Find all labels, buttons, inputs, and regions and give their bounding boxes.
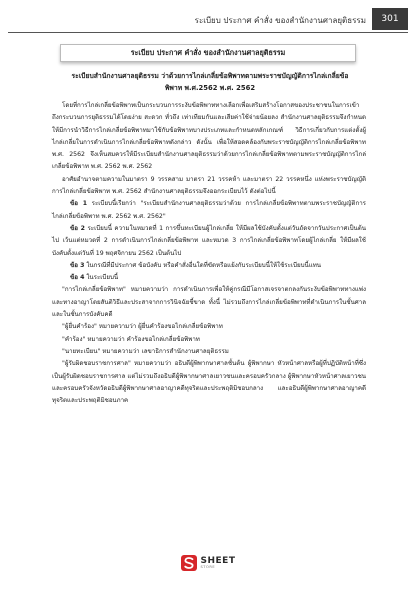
sheet-store-s-icon xyxy=(181,555,197,571)
sheet-store-logo xyxy=(181,555,236,571)
definition-paragraph: "ผู้รับผิดชอบราชการศาล" หมายความว่า อธิบดีผู้พิพากษาศาลชั้นต้น ผู้พิพากษา หัวหน้าศาลหรือผู้ที่ปฏิบัติหน้าที่ซึ่งเป็นผู้รับผิดชอบราชการศาล แต่ไม่รวมถึงอธิบดีผู้พิพากษาศาลเยาวชนและครอบครัวกลาง ผู้พิพากษาหัวหน้าศาลเยาวชนและครอบครัวจังหวัดอธิบดีผู้พิพากษาศาลอาญาคดีทุจริตและประพฤติมิชอบกลาง และอธิบดีผู้พิพากษาศาลอาญาคดีทุจริตและประพฤติมิชอบภาค xyxy=(52,360,366,405)
document-body xyxy=(52,100,366,407)
section-title-box: ระเบียบ ประกาศ คำสั่ง ของสำนักงานศาลยุติธรรม xyxy=(60,44,356,62)
clause-paragraph: ข้อ 2 ระเบียบนี้ ความในหมวดที่ 1 การขึ้นทะเบียนผู้ไกล่เกลี่ย ให้มีผลใช้บังคับตั้งแต่วันถัดจากวันประกาศเป็นต้นไป เว้นแต่หมวดที่ 2 การดำเนินการไกล่เกลี่ยข้อพิพาท และหมวด 3 การไกล่เกลี่ยข้อพิพาทโดยผู้ไกล่เกลี่ย ให้มีผลใช้บังคับตั้งแต่วันที่ 19 พฤศจิกายน 2562 เป็นต้นไป xyxy=(52,224,367,257)
brand-name: SHEET xyxy=(200,555,236,566)
document-title xyxy=(52,70,368,94)
definition-paragraph: "คำร้อง" หมายความว่า คำร้องขอไกล่เกลี่ยข้อพิพาท xyxy=(62,335,200,343)
definition-paragraph: "การไกล่เกลี่ยข้อพิพาท" หมายความว่า การดำเนินการเพื่อให้คู่กรณีมีโอกาสเจรจาตกลงกันระงับข้อพิพาททางแพ่งและทางอาญาโดยสันติวิธีและประสาจากการวินิจฉัยชี้ขาด ทั้งนี้ ไม่รวมถึงการไกล่เกลี่ยข้อพิพาทที่ดำเนินการในชั้นศาลและในชั้นการบังคับคดี xyxy=(52,286,366,319)
clause-number: ข้อ 4 xyxy=(70,274,85,282)
clause-paragraph: ข้อ 4 ในระเบียบนี้ xyxy=(70,274,119,282)
brand-sub: STORE xyxy=(200,564,216,569)
page-number-badge: 301 xyxy=(372,8,408,30)
clause-number: ข้อ 1 xyxy=(70,200,88,208)
definition-paragraph: "ผู้ยื่นคำร้อง" หมายความว่า ผู้ยื่นคำร้องขอไกล่เกลี่ยข้อพิพาท xyxy=(62,323,223,331)
clause-number: ข้อ 2 xyxy=(70,224,85,232)
definition-paragraph: "นายทะเบียน" หมายความว่า เลขาธิการสำนักงานศาลยุติธรรม xyxy=(62,347,229,355)
clause-paragraph: ข้อ 3 ในกรณีที่มีประกาศ ข้อบังคับ หรือคำสั่งอื่นใดที่ขัดหรือแย้งกับระเบียบนี้ให้ใช้ระเบียบนี้แทน xyxy=(70,261,322,269)
paragraph: โดยที่การไกล่เกลี่ยข้อพิพาทเป็นกระบวนการระงับข้อพิพาททางเลือกเพื่อเสริมสร้างโอกาสของประชาชนในการเข้าถึงกระบวนการยุติธรรมได้โดยง่าย สะดวก ทั่วถึง เท่าเทียมกันและเสียค่าใช้จ่ายน้อยลง สำนักงานศาลยุติธรรมจึงกำหนดให้มีการนำวิธีการไกล่เกลี่ยข้อพิพาทมาใช้กับข้อพิพาทบางประเภทและกำหนดหลักเกณฑ์ วิธีการเกี่ยวกับการแต่งตั้งผู้ไกล่เกลี่ยในการดำเนินการไกล่เกลี่ยข้อพิพาทดังกล่าว ดังนั้น เพื่อให้สอดคล้องกับพระราชบัญญัติการไกล่เกลี่ยข้อพิพาท พ.ศ. 2562 จึงเห็นสมควรให้มีระเบียบสำนักงานศาลยุติธรรมว่าด้วยการไกล่เกลี่ยข้อพิพาทตามพระราชบัญญัติการไกล่เกลี่ยข้อพิพาท พ.ศ. 2562 พ.ศ. 2562 xyxy=(52,102,366,171)
header-title: ระเบียบ ประกาศ คำสั่ง ของสำนักงานศาลยุติธรรม xyxy=(194,16,366,25)
clause-paragraph: ข้อ 1 ระเบียบนี้เรียกว่า "ระเบียบสำนักงานศาลยุติธรรมว่าด้วย การไกล่เกลี่ยข้อพิพาทตามพระราชบัญญัติการไกล่เกลี่ยข้อพิพาท พ.ศ. 2562 พ.ศ. 2562" xyxy=(52,200,366,220)
paragraph: อาศัยอำนาจตามความในมาตรา 9 วรรคสาม มาตรา 21 วรรคห้า และมาตรา 22 วรรคหนึ่ง แห่งพระราชบัญญัติการไกล่เกลี่ยข้อพิพาท พ.ศ. 2562 สำนักงานศาลยุติธรรมจึงออกระเบียบไว้ ดังต่อไปนี้ xyxy=(52,175,366,196)
page-footer xyxy=(0,548,416,578)
document-title-line-1: ระเบียบสำนักงานศาลยุติธรรม ว่าด้วยการไกล่เกลี่ยข้อพิพาทตามพระราชบัญญัติการไกล่เกลี่ยข้อ xyxy=(71,72,349,80)
page-header xyxy=(0,0,416,38)
document-title-line-2: พิพาท พ.ศ.2562 พ.ศ. 2562 xyxy=(164,84,256,92)
header-divider xyxy=(8,32,408,33)
clause-number: ข้อ 3 xyxy=(70,261,85,269)
